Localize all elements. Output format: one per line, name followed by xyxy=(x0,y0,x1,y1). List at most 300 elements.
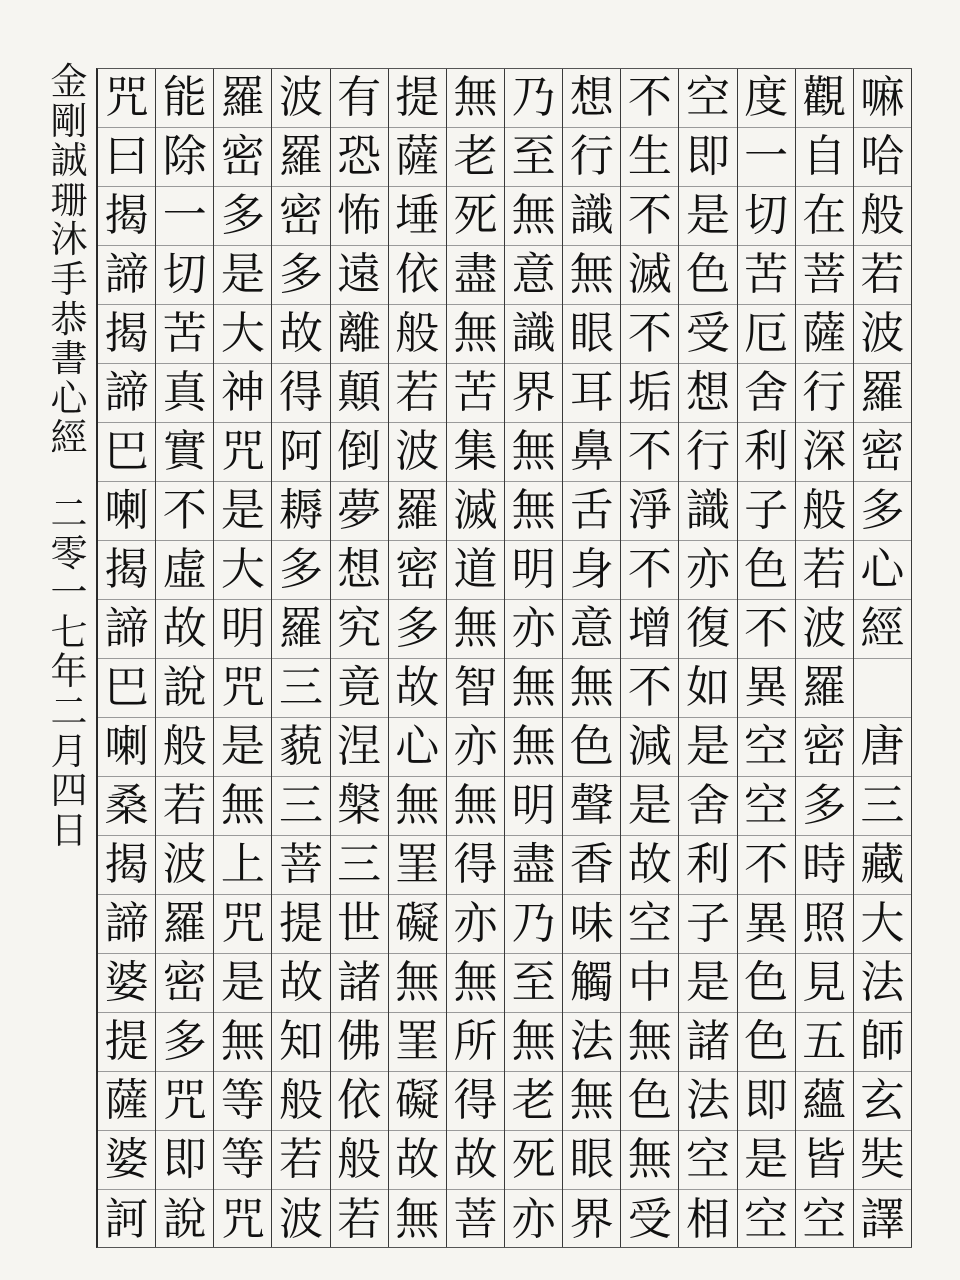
grid-cell: 不 xyxy=(738,600,795,659)
sutra-column xyxy=(505,69,563,1247)
grid-cell: 故 xyxy=(447,1131,504,1190)
grid-cell: 蘊 xyxy=(796,1072,853,1131)
sutra-grid xyxy=(96,68,912,1248)
grid-cell: 不 xyxy=(621,69,678,128)
grid-cell: 老 xyxy=(505,1072,562,1131)
grid-cell: 有 xyxy=(331,69,388,128)
grid-cell: 咒 xyxy=(214,423,271,482)
grid-cell: 究 xyxy=(331,600,388,659)
grid-cell: 故 xyxy=(272,305,329,364)
grid-cell: 般 xyxy=(156,718,213,777)
grid-cell: 法 xyxy=(679,1072,736,1131)
grid-cell: 盡 xyxy=(447,246,504,305)
grid-cell: 滅 xyxy=(447,482,504,541)
grid-cell: 心 xyxy=(389,718,446,777)
grid-cell: 密 xyxy=(389,541,446,600)
grid-cell: 空 xyxy=(744,1193,789,1245)
grid-cell: 揭 xyxy=(98,836,155,895)
grid-cell: 密 xyxy=(796,718,853,777)
signature-char: 年 xyxy=(50,650,88,694)
grid-cell: 是 xyxy=(621,777,678,836)
grid-cell: 一 xyxy=(156,187,213,246)
grid-cell: 行 xyxy=(679,423,736,482)
grid-cell: 無 xyxy=(447,954,504,1013)
grid-cell: 子 xyxy=(679,895,736,954)
grid-cell: 利 xyxy=(679,836,736,895)
grid-cell: 密 xyxy=(156,954,213,1013)
signature-char: 二 xyxy=(50,689,88,733)
grid-cell: 不 xyxy=(621,659,678,718)
grid-cell: 無 xyxy=(563,659,620,718)
grid-cell: 不 xyxy=(156,482,213,541)
grid-cell: 切 xyxy=(738,187,795,246)
grid-cell: 般 xyxy=(796,482,853,541)
grid-cell: 依 xyxy=(389,246,446,305)
grid-cell: 得 xyxy=(447,1072,504,1131)
grid-cell: 多 xyxy=(854,482,911,541)
signature-char: 剛 xyxy=(50,99,88,143)
grid-cell: 婆 xyxy=(98,1131,155,1190)
grid-cell: 離 xyxy=(331,305,388,364)
grid-cell: 即 xyxy=(738,1072,795,1131)
grid-cell: 所 xyxy=(447,1013,504,1072)
grid-cell: 羅 xyxy=(214,69,271,128)
grid-cell: 明 xyxy=(214,600,271,659)
grid-cell: 藏 xyxy=(854,836,911,895)
signature-char: 七 xyxy=(50,610,88,654)
grid-cell: 眼 xyxy=(563,1131,620,1190)
grid-cell: 嘛 xyxy=(854,69,911,128)
grid-cell: 桑 xyxy=(98,777,155,836)
grid-cell: 是 xyxy=(679,718,736,777)
grid-cell: 無 xyxy=(447,305,504,364)
grid-cell: 舌 xyxy=(563,482,620,541)
grid-cell: 無 xyxy=(505,423,562,482)
grid-cell: 無 xyxy=(214,1013,271,1072)
grid-cell: 涅 xyxy=(331,718,388,777)
grid-cell: 礙 xyxy=(389,1072,446,1131)
grid-cell: 死 xyxy=(505,1131,562,1190)
grid-cell: 三 xyxy=(854,777,911,836)
grid-cell: 異 xyxy=(738,895,795,954)
grid-cell: 訶 xyxy=(104,1193,149,1245)
grid-cell: 即 xyxy=(679,128,736,187)
grid-cell: 實 xyxy=(156,423,213,482)
grid-cell: 無 xyxy=(395,1193,440,1245)
grid-cell: 集 xyxy=(447,423,504,482)
signature-name xyxy=(51,62,88,458)
grid-cell: 諸 xyxy=(331,954,388,1013)
grid-cell: 是 xyxy=(679,187,736,246)
grid-cell: 若 xyxy=(156,777,213,836)
grid-cell: 密 xyxy=(272,187,329,246)
sutra-column xyxy=(331,69,389,1247)
grid-cell: 不 xyxy=(621,423,678,482)
signature-char: 月 xyxy=(50,729,88,773)
grid-cell: 菩 xyxy=(272,836,329,895)
grid-cell: 至 xyxy=(505,128,562,187)
grid-cell: 不 xyxy=(621,541,678,600)
grid-cell: 無 xyxy=(505,659,562,718)
sutra-column xyxy=(447,69,505,1247)
grid-cell: 多 xyxy=(156,1013,213,1072)
grid-cell: 深 xyxy=(796,423,853,482)
grid-cell: 意 xyxy=(563,600,620,659)
grid-cell: 若 xyxy=(272,1131,329,1190)
grid-cell: 譯 xyxy=(860,1193,905,1245)
sutra-column xyxy=(621,69,679,1247)
grid-cell: 不 xyxy=(738,836,795,895)
grid-cell: 得 xyxy=(272,364,329,423)
grid-cell: 中 xyxy=(621,954,678,1013)
grid-cell: 無 xyxy=(447,69,504,128)
grid-cell: 波 xyxy=(279,1193,324,1245)
grid-cell: 空 xyxy=(738,777,795,836)
grid-cell: 三 xyxy=(272,777,329,836)
grid-cell: 無 xyxy=(389,954,446,1013)
grid-cell: 諦 xyxy=(98,600,155,659)
grid-cell: 得 xyxy=(447,836,504,895)
signature-char: 日 xyxy=(50,808,88,852)
grid-cell: 怖 xyxy=(331,187,388,246)
grid-cell: 照 xyxy=(796,895,853,954)
grid-cell: 羅 xyxy=(389,482,446,541)
grid-cell: 盡 xyxy=(505,836,562,895)
grid-cell: 大 xyxy=(214,305,271,364)
grid-cell: 空 xyxy=(679,1131,736,1190)
grid-cell: 曰 xyxy=(98,128,155,187)
grid-cell: 故 xyxy=(156,600,213,659)
grid-cell: 是 xyxy=(679,954,736,1013)
grid-cell: 乃 xyxy=(505,69,562,128)
grid-cell: 故 xyxy=(389,659,446,718)
grid-cell: 唐 xyxy=(854,718,911,777)
grid-cell: 行 xyxy=(563,128,620,187)
grid-cell: 想 xyxy=(563,69,620,128)
grid-cell: 色 xyxy=(679,246,736,305)
grid-cell: 師 xyxy=(854,1013,911,1072)
grid-cell: 是 xyxy=(214,954,271,1013)
grid-cell: 時 xyxy=(796,836,853,895)
signature-char: 誠 xyxy=(50,139,88,183)
grid-cell: 虛 xyxy=(156,541,213,600)
grid-cell: 亦 xyxy=(447,718,504,777)
grid-cell: 喇 xyxy=(98,718,155,777)
grid-cell: 智 xyxy=(447,659,504,718)
grid-cell: 行 xyxy=(796,364,853,423)
grid-cell: 波 xyxy=(796,600,853,659)
signature-char: 手 xyxy=(50,257,88,301)
grid-cell: 空 xyxy=(738,718,795,777)
grid-cell: 若 xyxy=(337,1193,382,1245)
grid-cell: 真 xyxy=(156,364,213,423)
grid-cell: 厄 xyxy=(738,305,795,364)
grid-cell: 味 xyxy=(563,895,620,954)
grid-cell: 提 xyxy=(272,895,329,954)
grid-cell: 多 xyxy=(796,777,853,836)
grid-cell: 無 xyxy=(447,600,504,659)
grid-cell: 老 xyxy=(447,128,504,187)
grid-cell: 苦 xyxy=(447,364,504,423)
grid-cell: 薩 xyxy=(389,128,446,187)
grid-cell: 無 xyxy=(505,718,562,777)
grid-cell: 空 xyxy=(802,1193,847,1245)
grid-cell: 薩 xyxy=(796,305,853,364)
grid-cell: 識 xyxy=(679,482,736,541)
grid-cell: 色 xyxy=(738,1013,795,1072)
grid-cell: 罣 xyxy=(389,1013,446,1072)
grid-cell: 觸 xyxy=(563,954,620,1013)
grid-cell: 般 xyxy=(331,1131,388,1190)
grid-cell: 識 xyxy=(563,187,620,246)
grid-cell: 異 xyxy=(738,659,795,718)
grid-cell: 咒 xyxy=(214,895,271,954)
grid-cell: 提 xyxy=(98,1013,155,1072)
sutra-column xyxy=(738,69,796,1247)
signature-char: 零 xyxy=(50,531,88,575)
sutra-column xyxy=(389,69,447,1247)
grid-cell: 礙 xyxy=(389,895,446,954)
sutra-column xyxy=(156,69,214,1247)
grid-cell: 恐 xyxy=(331,128,388,187)
sutra-column xyxy=(679,69,737,1247)
grid-cell: 若 xyxy=(389,364,446,423)
grid-cell: 知 xyxy=(272,1013,329,1072)
grid-cell: 界 xyxy=(569,1193,614,1245)
grid-cell: 菩 xyxy=(796,246,853,305)
grid-cell: 自 xyxy=(796,128,853,187)
grid-cell: 喇 xyxy=(98,482,155,541)
grid-cell: 亦 xyxy=(679,541,736,600)
grid-cell: 故 xyxy=(272,954,329,1013)
grid-cell: 無 xyxy=(389,777,446,836)
grid-cell: 菩 xyxy=(453,1193,498,1245)
grid-cell: 相 xyxy=(686,1193,730,1245)
grid-cell: 巴 xyxy=(98,659,155,718)
grid-cell: 多 xyxy=(389,600,446,659)
grid-cell: 法 xyxy=(563,1013,620,1072)
grid-cell: 世 xyxy=(331,895,388,954)
grid-cell: 即 xyxy=(156,1131,213,1190)
sutra-column xyxy=(98,69,156,1247)
grid-cell: 無 xyxy=(621,1131,678,1190)
grid-cell: 阿 xyxy=(272,423,329,482)
grid-cell: 故 xyxy=(389,1131,446,1190)
grid-cell: 生 xyxy=(621,128,678,187)
sutra-column xyxy=(272,69,330,1247)
grid-cell: 不 xyxy=(621,187,678,246)
grid-cell: 無 xyxy=(563,246,620,305)
grid-cell: 薩 xyxy=(98,1072,155,1131)
grid-cell: 是 xyxy=(214,718,271,777)
grid-cell: 罣 xyxy=(389,836,446,895)
grid-cell: 復 xyxy=(679,600,736,659)
grid-cell: 倒 xyxy=(331,423,388,482)
grid-cell: 受 xyxy=(627,1193,672,1245)
grid-cell: 是 xyxy=(214,246,271,305)
grid-cell: 色 xyxy=(738,541,795,600)
grid-cell: 識 xyxy=(505,305,562,364)
grid-cell: 鼻 xyxy=(563,423,620,482)
grid-cell: 至 xyxy=(505,954,562,1013)
grid-cell: 亦 xyxy=(511,1193,556,1245)
grid-cell: 竟 xyxy=(331,659,388,718)
grid-cell: 咒 xyxy=(98,69,155,128)
grid-cell: 夢 xyxy=(331,482,388,541)
grid-cell: 舍 xyxy=(738,364,795,423)
grid-cell: 見 xyxy=(796,954,853,1013)
grid-cell: 諸 xyxy=(679,1013,736,1072)
grid-cell: 子 xyxy=(738,482,795,541)
grid-cell: 無 xyxy=(505,482,562,541)
grid-cell: 多 xyxy=(272,246,329,305)
grid-cell: 三 xyxy=(272,659,329,718)
grid-cell: 苦 xyxy=(738,246,795,305)
grid-cell: 上 xyxy=(214,836,271,895)
grid-cell: 埵 xyxy=(389,187,446,246)
grid-cell: 無 xyxy=(214,777,271,836)
grid-cell: 玄 xyxy=(854,1072,911,1131)
grid-cell: 遠 xyxy=(331,246,388,305)
grid-cell: 羅 xyxy=(272,128,329,187)
signature-date xyxy=(50,491,88,852)
grid-cell: 羅 xyxy=(854,364,911,423)
signature-char: 恭 xyxy=(50,297,88,341)
grid-cell: 空 xyxy=(621,895,678,954)
grid-cell: 無 xyxy=(447,777,504,836)
grid-cell: 若 xyxy=(796,541,853,600)
grid-cell: 奘 xyxy=(854,1131,911,1190)
signature-column xyxy=(40,62,98,850)
grid-cell: 波 xyxy=(389,423,446,482)
grid-cell: 耳 xyxy=(563,364,620,423)
signature-char: 四 xyxy=(50,769,88,813)
grid-cell: 利 xyxy=(738,423,795,482)
grid-cell: 咒 xyxy=(220,1193,265,1245)
grid-cell: 等 xyxy=(214,1131,271,1190)
grid-cell: 苦 xyxy=(156,305,213,364)
grid-cell: 波 xyxy=(272,69,329,128)
signature-char: 二 xyxy=(50,491,88,535)
grid-cell: 耨 xyxy=(272,482,329,541)
grid-cell: 若 xyxy=(854,246,911,305)
grid-cell: 密 xyxy=(214,128,271,187)
grid-cell: 波 xyxy=(854,305,911,364)
grid-cell: 心 xyxy=(854,541,911,600)
grid-cell: 一 xyxy=(738,128,795,187)
grid-cell: 說 xyxy=(162,1193,207,1245)
grid-cell: 藐 xyxy=(272,718,329,777)
grid-cell: 多 xyxy=(214,187,271,246)
grid-cell: 皆 xyxy=(796,1131,853,1190)
grid-cell: 羅 xyxy=(272,600,329,659)
grid-cell: 身 xyxy=(563,541,620,600)
grid-cell: 咒 xyxy=(214,659,271,718)
grid-cell: 等 xyxy=(214,1072,271,1131)
grid-cell: 聲 xyxy=(563,777,620,836)
grid-cell: 波 xyxy=(156,836,213,895)
grid-cell: 色 xyxy=(563,718,620,777)
signature-char: 經 xyxy=(50,416,88,460)
grid-cell: 哈 xyxy=(854,128,911,187)
grid-cell: 想 xyxy=(331,541,388,600)
grid-cell: 多 xyxy=(272,541,329,600)
grid-cell: 色 xyxy=(621,1072,678,1131)
sutra-column xyxy=(796,69,854,1247)
grid-cell: 經 xyxy=(854,600,911,659)
grid-cell: 三 xyxy=(331,836,388,895)
grid-cell: 觀 xyxy=(796,69,853,128)
grid-cell: 是 xyxy=(214,482,271,541)
grid-cell: 眼 xyxy=(563,305,620,364)
grid-cell: 想 xyxy=(679,364,736,423)
grid-cell: 無 xyxy=(621,1013,678,1072)
grid-cell: 切 xyxy=(156,246,213,305)
grid-cell: 無 xyxy=(505,187,562,246)
signature-char: 珊 xyxy=(50,178,88,222)
grid-cell: 般 xyxy=(854,187,911,246)
grid-cell: 淨 xyxy=(621,482,678,541)
signature-char: 沐 xyxy=(50,218,88,262)
grid-cell: 佛 xyxy=(331,1013,388,1072)
grid-cell: 能 xyxy=(156,69,213,128)
grid-cell: 大 xyxy=(214,541,271,600)
grid-cell: 在 xyxy=(796,187,853,246)
signature-char: 書 xyxy=(50,337,88,381)
grid-cell: 色 xyxy=(738,954,795,1013)
grid-cell: 顛 xyxy=(331,364,388,423)
grid-cell: 舍 xyxy=(679,777,736,836)
signature-char: 一 xyxy=(50,571,88,615)
grid-cell: 乃 xyxy=(505,895,562,954)
grid-cell: 咒 xyxy=(156,1072,213,1131)
grid-cell: 揭 xyxy=(98,187,155,246)
sutra-column xyxy=(563,69,621,1247)
grid-cell: 婆 xyxy=(98,954,155,1013)
grid-cell: 五 xyxy=(796,1013,853,1072)
grid-cell: 除 xyxy=(156,128,213,187)
grid-cell: 受 xyxy=(679,305,736,364)
grid-cell: 依 xyxy=(331,1072,388,1131)
grid-cell: 如 xyxy=(679,659,736,718)
grid-cell: 大 xyxy=(854,895,911,954)
grid-cell: 明 xyxy=(505,541,562,600)
grid-cell: 增 xyxy=(621,600,678,659)
grid-cell: 度 xyxy=(738,69,795,128)
grid-cell: 槃 xyxy=(331,777,388,836)
grid-cell: 無 xyxy=(505,1013,562,1072)
signature-char: 心 xyxy=(50,376,88,420)
grid-cell: 般 xyxy=(389,305,446,364)
grid-cell: 滅 xyxy=(621,246,678,305)
grid-cell: 羅 xyxy=(796,659,853,718)
grid-cell: 亦 xyxy=(447,895,504,954)
grid-cell: 減 xyxy=(621,718,678,777)
grid-cell: 說 xyxy=(156,659,213,718)
grid-cell: 揭 xyxy=(98,305,155,364)
grid-cell: 神 xyxy=(214,364,271,423)
grid-cell: 空 xyxy=(679,69,736,128)
grid-cell: 諦 xyxy=(98,895,155,954)
grid-cell: 亦 xyxy=(505,600,562,659)
signature-char: 金 xyxy=(50,60,88,103)
grid-cell: 不 xyxy=(621,305,678,364)
grid-cell: 明 xyxy=(505,777,562,836)
grid-cell: 死 xyxy=(447,187,504,246)
grid-cell: 諦 xyxy=(98,364,155,423)
grid-cell: 道 xyxy=(447,541,504,600)
grid-cell: 般 xyxy=(272,1072,329,1131)
